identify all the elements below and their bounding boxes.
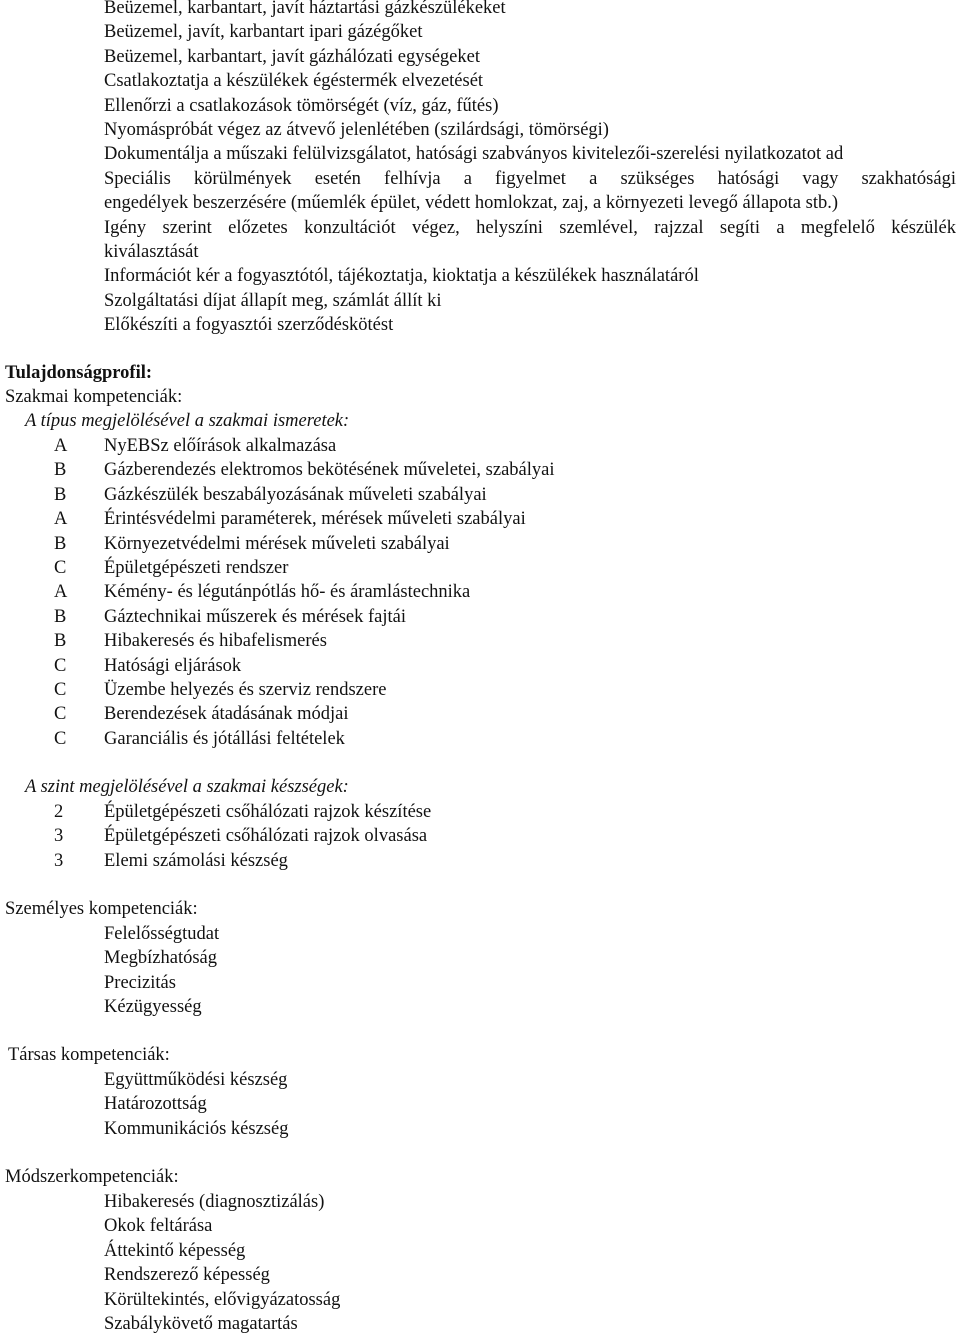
knowledge-text: Hatósági eljárások [104,655,242,676]
social-item: Kommunikációs készség [104,1118,289,1139]
knowledge-text: Berendezések átadásának módjai [104,704,349,725]
knowledge-text: Gáztechnikai műszerek és mérések fajtái [104,606,407,627]
task-item: Szolgáltatási díjat állapít meg, számlát állít ki [104,290,442,311]
task-item: engedélyek beszerzésére (műemlék épület, védett homlokzat, zaj, a környezeti levegő állapota stb.) [104,193,839,214]
skill-level: 3 [54,850,64,871]
task-item: Információt kér a fogyasztótól, tájékoztatja, kioktatja a készülékek használatáról [104,266,699,287]
task-item: kiválasztását [104,242,199,263]
task-item: Beüzemel, karbantart, javít háztartási gázkészülékeket [104,0,506,18]
social-competencies-label: Társas kompetenciák: [8,1045,170,1065]
method-item: Áttekintő képesség [104,1240,246,1261]
knowledge-text: Épületgépészeti rendszer [104,558,289,578]
skill-level: 3 [54,826,64,847]
personal-competencies-label: Személyes kompetenciák: [5,899,198,919]
knowledge-text: Garanciális és jótállási feltételek [104,728,345,749]
knowledge-type: C [54,655,67,676]
knowledge-text: Környezetvédelmi mérések műveleti szabályai [104,533,450,554]
knowledge-type: A [54,436,68,456]
skills-label: A szint megjelölésével a szakmai készségek: [25,777,349,797]
knowledge-text: Üzembe helyezés és szerviz rendszere [104,680,387,700]
knowledge-type: C [54,704,67,725]
method-item: Okok feltárása [104,1216,213,1237]
task-item: Csatlakoztatja a készülékek égéstermék elvezetését [104,71,484,92]
task-item: Előkészíti a fogyasztói szerződéskötést [104,315,394,336]
knowledge-type: A [54,509,68,530]
method-item: Rendszerező képesség [104,1265,270,1286]
method-item: Körültekintés, elővigyázatosság [104,1289,341,1310]
knowledge-type: C [54,680,67,700]
skill-level: 2 [54,802,64,822]
skill-text: Épületgépészeti csőhálózati rajzok olvasása [104,826,428,847]
knowledge-text: Kémény- és légutánpótlás hő- és áramlástechnika [104,582,471,603]
task-list [104,0,956,338]
task-item: Beüzemel, javít, karbantart ipari gázégőket [104,22,423,43]
knowledge-label: A típus megjelölésével a szakmai ismeretek: [25,411,350,431]
knowledge-text: Gázkészülék beszabályozásának műveleti szabályai [104,484,487,505]
knowledge-type: A [54,582,68,603]
task-item: Dokumentálja a műszaki felülvizsgálatot, hatósági szabványos kivitelezői-szerelési nyilatkozatot ad [104,144,844,165]
task-item: Ellenőrzi a csatlakozások tömörségét (víz, gáz, fűtés) [104,95,499,116]
personal-item: Kézügyesség [104,997,202,1018]
profile-heading: Tulajdonságprofil: [5,363,153,383]
task-item: Speciális körülmények esetén felhívja a figyelmet a szükséges hatósági vagy szakhatósági [104,168,956,189]
knowledge-text: NyEBSz előírások alkalmazása [104,436,337,456]
personal-item: Megbízhatóság [104,948,218,969]
knowledge-type: B [54,533,67,554]
professional-competencies-label: Szakmai kompetenciák: [5,387,183,407]
task-item: Beüzemel, karbantart, javít gázhálózati egységeket [104,46,480,67]
social-item: Határozottság [104,1094,207,1115]
task-item: Nyomáspróbát végez az átvevő jelenlétében (szilárdsági, tömörségi) [104,120,609,141]
knowledge-type: B [54,460,67,481]
knowledge-type: B [54,631,67,652]
personal-item: Felelősségtudat [104,924,220,944]
skill-text: Épületgépészeti csőhálózati rajzok készítése [104,802,432,822]
knowledge-text: Érintésvédelmi paraméterek, mérések műveleti szabályai [104,509,526,530]
personal-item: Precizitás [104,972,176,993]
knowledge-type: B [54,484,67,505]
knowledge-text: Hibakeresés és hibafelismerés [104,631,327,652]
knowledge-type: C [54,728,67,749]
method-item: Hibakeresés (diagnosztizálás) [104,1192,325,1212]
method-item: Szabálykövető magatartás [104,1314,298,1334]
skill-text: Elemi számolási készség [104,850,288,871]
task-item: Igény szerint előzetes konzultációt végez, helyszíni szemlével, rajzzal segíti a megfelelő készülék [104,217,956,238]
knowledge-type: B [54,606,67,627]
knowledge-type: C [54,558,67,578]
method-competencies-label: Módszerkompetenciák: [5,1167,179,1187]
knowledge-text: Gázberendezés elektromos bekötésének műveletei, szabályai [104,460,555,481]
social-item: Együttműködési készség [104,1070,288,1090]
